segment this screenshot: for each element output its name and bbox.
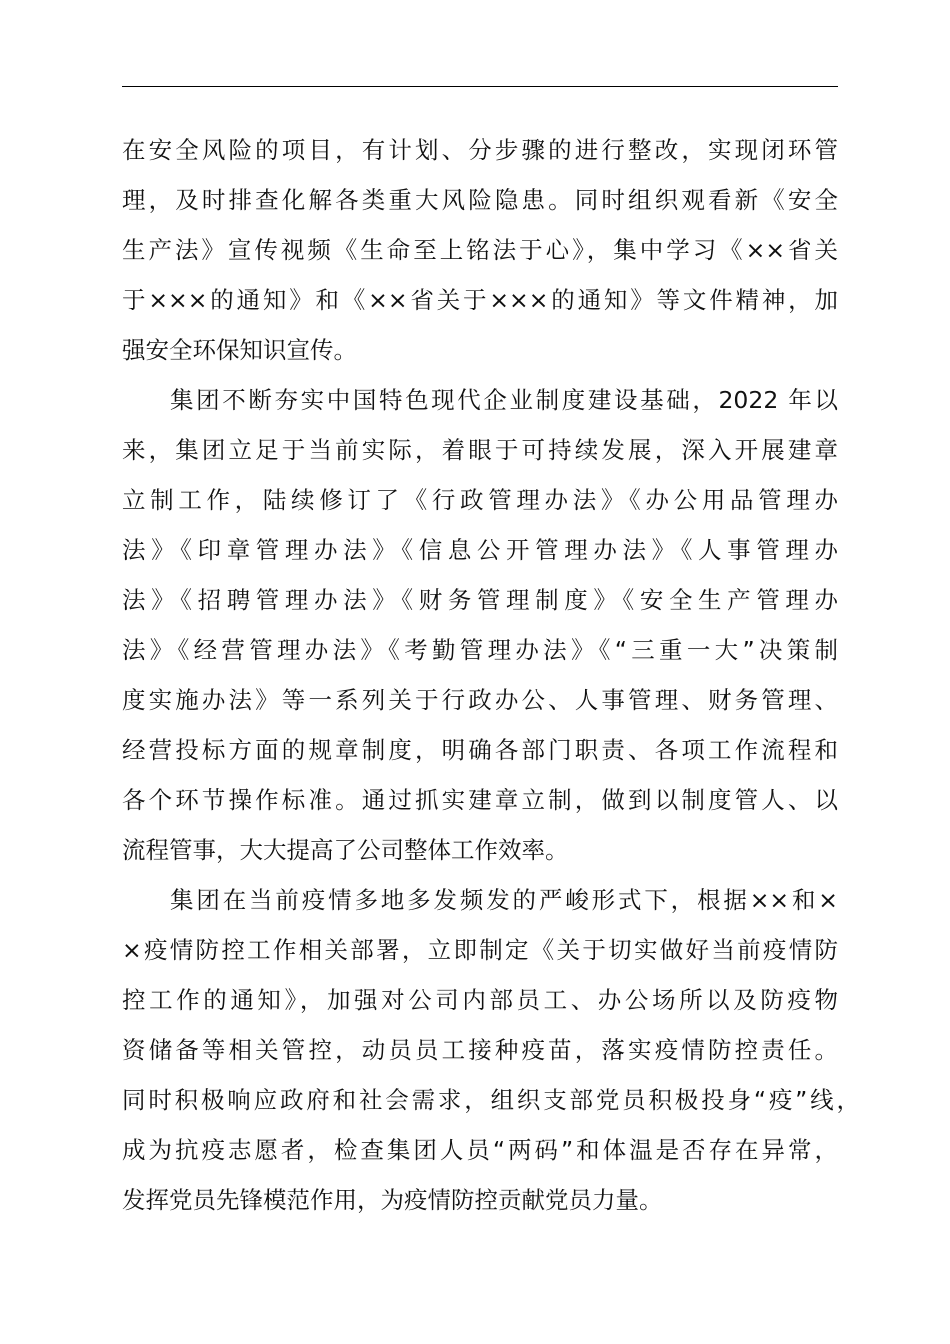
text-line: 强安全环保知识宣传。 (122, 336, 357, 364)
text-line: 来，集团立足于当前实际，着眼于可持续发展，深入开展建章 (122, 436, 838, 464)
paragraph-epidemic (122, 875, 860, 1225)
text-line: 同时积极响应政府和社会需求，组织支部党员积极投身“疫”线， (122, 1086, 860, 1114)
text-line: ×疫情防控工作相关部署，立即制定《关于切实做好当前疫情防 (122, 936, 838, 964)
text-line: 立制工作，陆续修订了《行政管理办法》《办公用品管理办 (122, 486, 838, 514)
text-line: 各个环节操作标准。通过抓实建章立制，做到以制度管人、以 (122, 786, 838, 814)
text-line: 于×××的通知》和《××省关于×××的通知》等文件精神，加 (122, 286, 838, 314)
text-line: 资储备等相关管控，动员员工接种疫苗，落实疫情防控责任。 (122, 1036, 838, 1064)
text-line: 集团不断夯实中国特色现代企业制度建设基础，2022 年以 (170, 386, 838, 414)
text-line: 集团在当前疫情多地多发频发的严峻形式下，根据××和× (170, 886, 838, 914)
text-line: 理，及时排查化解各类重大风险隐患。同时组织观看新《安全 (122, 186, 838, 214)
text-line: 法》《经营管理办法》《考勤管理办法》《“三重一大”决策制 (122, 636, 838, 664)
paragraph-safety (122, 125, 838, 375)
paragraph-regulations (122, 375, 838, 875)
header-rule (122, 86, 838, 87)
text-line: 法》《招聘管理办法》《财务管理制度》《安全生产管理办 (122, 586, 838, 614)
text-line: 流程管事，大大提高了公司整体工作效率。 (122, 836, 569, 864)
text-line: 在安全风险的项目，有计划、分步骤的进行整改，实现闭环管 (122, 136, 838, 164)
text-line: 度实施办法》等一系列关于行政办公、人事管理、财务管理、 (122, 686, 838, 714)
text-line: 发挥党员先锋模范作用，为疫情防控贡献党员力量。 (122, 1186, 663, 1214)
text-line: 法》《印章管理办法》《信息公开管理办法》《人事管理办 (122, 536, 838, 564)
text-line: 经营投标方面的规章制度，明确各部门职责、各项工作流程和 (122, 736, 838, 764)
text-line: 生产法》宣传视频《生命至上铭法于心》，集中学习《××省关 (122, 236, 838, 264)
text-line: 成为抗疫志愿者，检查集团人员“两码”和体温是否存在异常， (122, 1136, 838, 1164)
text-line: 控工作的通知》，加强对公司内部员工、办公场所以及防疫物 (122, 986, 838, 1014)
document-body (122, 125, 860, 1225)
